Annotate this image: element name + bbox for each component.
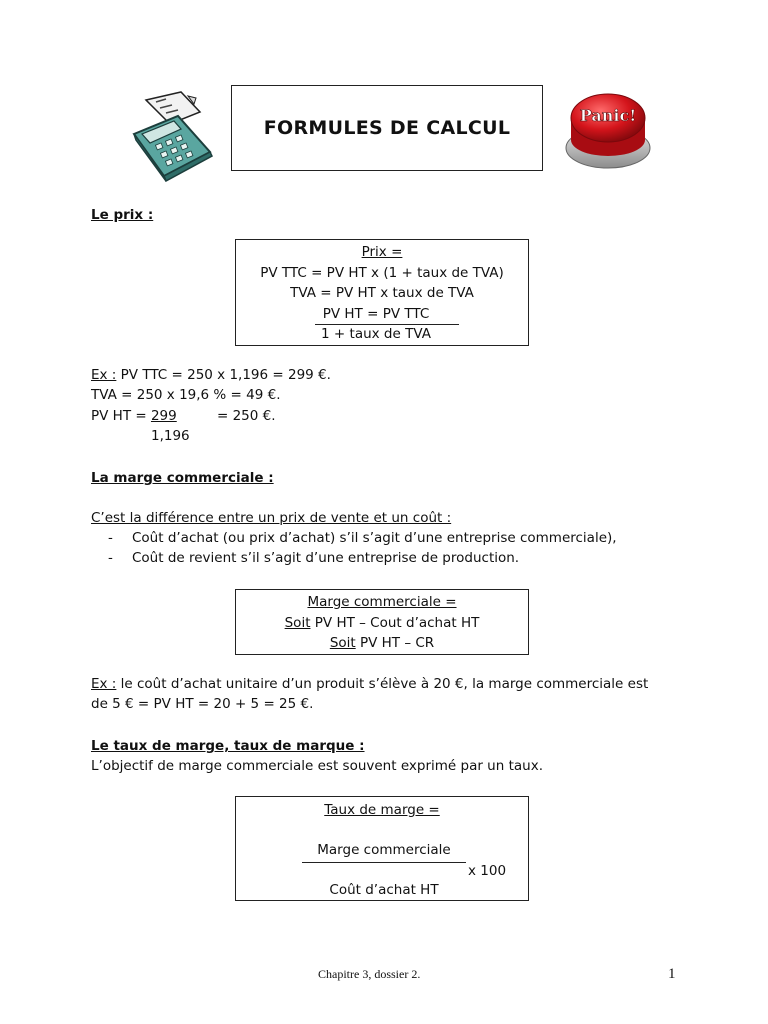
formula-box-prix [235, 239, 529, 346]
example-prix-ttc: PV TTC = 250 x 1,196 = 299 €. [116, 367, 331, 383]
marge-bullet-2-text: Coût de revient s’il s’agit d’une entreprise de production. [132, 550, 520, 566]
formula-pv-ttc: PV TTC = PV HT x (1 + taux de TVA) [260, 264, 504, 281]
formula-box-taux [235, 796, 529, 901]
marge-bullet-1: - Coût d’achat (ou prix d’achat) s’il s’agit d’une entreprise commerciale), [108, 530, 617, 546]
marge-intro: C’est la différence entre un prix de vente et un coût : [91, 510, 452, 526]
formula-marge-heading: Marge commerciale = [307, 594, 457, 610]
section-title-taux: Le taux de marge, taux de marque : [91, 738, 365, 754]
marge-bullet-1-text: Coût d’achat (ou prix d’achat) s’il s’agit d’une entreprise commerciale), [132, 530, 617, 546]
formula-box-marge [235, 589, 529, 655]
soit-label: Soit [284, 614, 311, 631]
title-box [231, 85, 543, 171]
formula-marge-line1 [236, 613, 528, 634]
example-marge-line1 [91, 676, 648, 692]
formula-marge-achat: PV HT – Cout d’achat HT [310, 614, 480, 631]
soit-label: Soit [329, 635, 356, 651]
section-title-prix: Le prix : [91, 207, 154, 223]
example-prix-line1 [91, 367, 331, 383]
formula-pv-ht-numerator: PV HT = PV TTC [322, 305, 430, 322]
fraction-bar [302, 862, 466, 863]
page-title: FORMULES DE CALCUL [263, 117, 511, 139]
example-pv-ht-result: = 250 €. [216, 408, 276, 424]
formula-tva: TVA = PV HT x taux de TVA [290, 285, 474, 301]
taux-intro: L’objectif de marge commerciale est souvent exprimé par un taux. [91, 758, 543, 774]
example-label: Ex : [91, 367, 117, 383]
formula-taux-heading: Taux de marge = [324, 802, 440, 818]
example-pv-ht-denominator: 1,196 [151, 428, 190, 444]
example-label: Ex : [91, 676, 117, 692]
formula-marge-line2 [236, 633, 528, 654]
panic-label: Panic! [579, 106, 637, 125]
formula-taux-denominator: Coût d’achat HT [329, 882, 439, 898]
marge-bullet-2: - Coût de revient s’il s’agit d’une entreprise de production. [108, 550, 520, 566]
page-number: 1 [668, 966, 676, 982]
formula-marge-cr: PV HT – CR [355, 635, 435, 651]
footer-chapter: Chapitre 3, dossier 2. [318, 967, 421, 981]
panic-button-icon [563, 88, 653, 172]
calculator-icon [126, 90, 214, 182]
example-pv-ht-label: PV HT = [91, 408, 151, 424]
formula-prix-heading: Prix = [361, 244, 403, 260]
formula-taux-multiplier: x 100 [468, 863, 507, 879]
formula-pv-ht-denominator: 1 + taux de TVA [315, 324, 459, 343]
example-marge-line2: de 5 € = PV HT = 20 + 5 = 25 €. [91, 696, 314, 712]
example-prix-line3 [91, 408, 276, 424]
example-pv-ht-numerator: 299 [150, 408, 177, 424]
example-marge-text: le coût d’achat unitaire d’un produit s’élève à 20 €, la marge commerciale est [116, 676, 649, 692]
formula-taux-numerator: Marge commerciale [317, 842, 451, 858]
section-title-marge: La marge commerciale : [91, 470, 274, 486]
example-prix-tva: TVA = 250 x 19,6 % = 49 €. [91, 387, 281, 403]
